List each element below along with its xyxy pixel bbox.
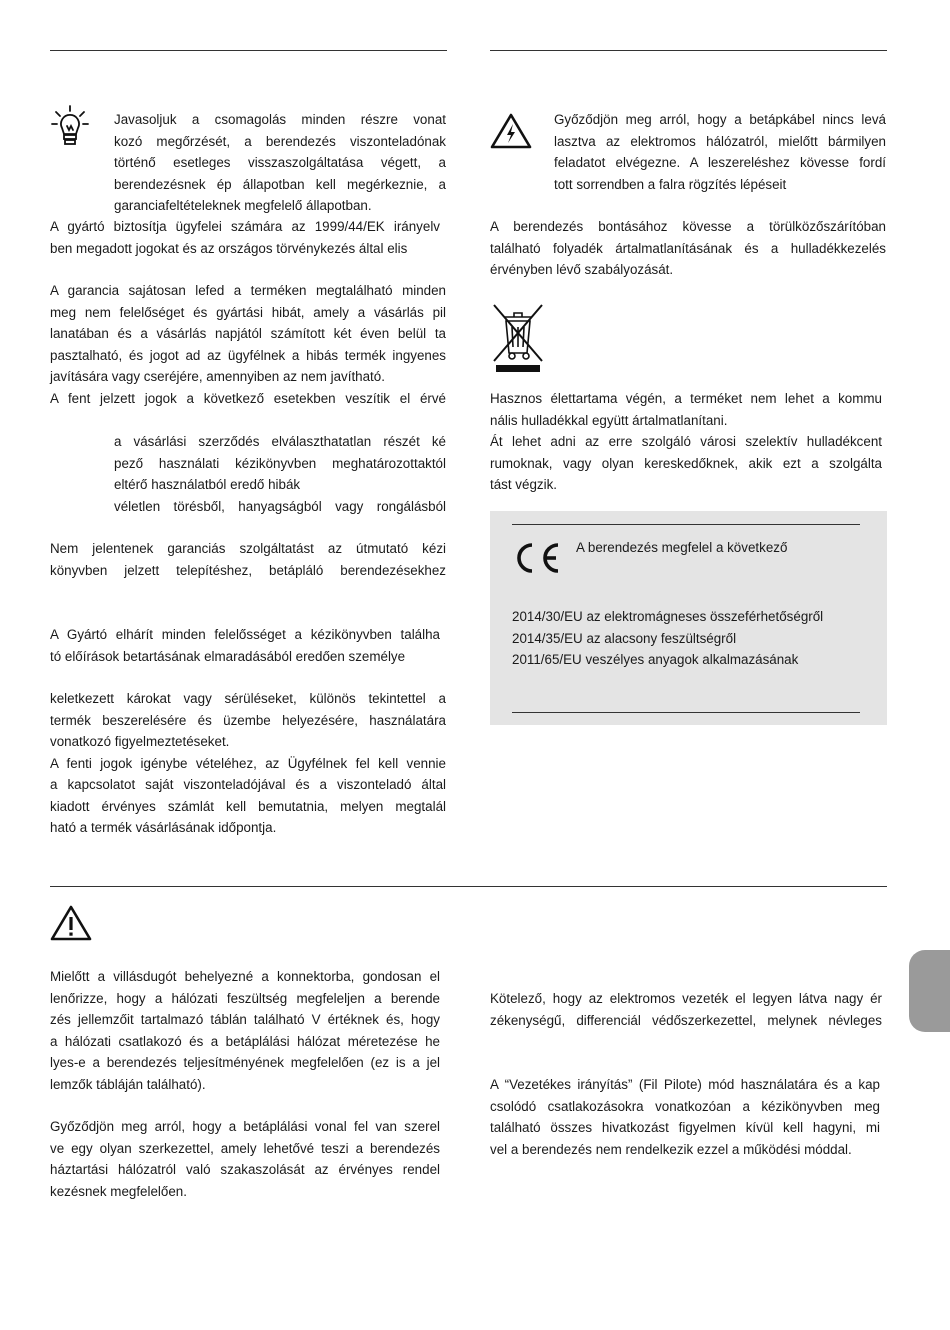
installation-paragraph: Nem jelentenek garanciás szolgáltatást az útmutató kézi könyvben jelzett telepítéshez, betápláló berendezésekhez (50, 541, 446, 578)
claims-paragraph: keletkezett károkat vagy sérüléseket, különös tekintettel a termék beszerelésére és üzembe helyezésére, használatára vonatkozó figyelmeztetéseket. A fenti jogok igénybe vételéhez, az Ügyfélnek fel kell vennie a kapcsolatot saját viszonteladójával és a viszonteladó által kiadott érvényes számlát kell bemutatnia, melyen megtalál ható a termék vásárlásának időpontja. (50, 691, 446, 835)
electric-hazard-icon (490, 113, 532, 152)
ce-box-bottom-rule (512, 712, 860, 713)
lightbulb-icon (50, 104, 90, 153)
section-divider (50, 886, 887, 887)
top-left-rule (50, 50, 447, 51)
page-edge-tab (909, 950, 950, 1032)
voltage-check-paragraph: Mielőtt a villásdugót behelyezné a konnektorba, gondosan el lenőrizze, hogy a hálózati feszültség megfeleljen a berende zés jellemzőit tartalmazó táblán található V értéknek és, hogy a hálózati csatlakozó és a betáplálási hálózat méretezése he lyes-e a berendezés teljesítményének megfelelően (ez is a jel lemzők tábláján található). (50, 969, 440, 1092)
liability-paragraph: A Gyártó elhárít minden felelősséget a kézikönyvben találha tó előírások betartásának elmaradásából eredően személye (50, 627, 440, 664)
directive-paragraph: A gyártó biztosítja ügyfelei számára az 1999/44/EK irányelv ben megadott jogokat és az országos törvénykezés által elis (50, 219, 440, 256)
guarantee-paragraph: A garancia sajátosan lefed a terméken megtalálható minden meg nem felelőséget és gyártási hibát, amely a vásárlás pil lanatában és a vásárlás napjától számított két éven belül ta pasztalható, és jogot ad az ügyfélnek a hibás termék ingyenes javítására vagy cseréjére, amennyiben az nem javítható. A fent jelzett jogok a következő esetekben veszítik el érvé (50, 283, 446, 406)
dismantling-paragraph: A berendezés bontásához kövesse a törülközőszárítóban található folyadék ártalmatlanításának és a hulladékkezelés érvényben lévő szabályozását. (490, 219, 886, 277)
ce-box-top-rule (512, 524, 860, 525)
tip-paragraph: Javasoljuk a csomagolás minden részre vonat kozó megőrzését, a berendezés viszonteladónak történő esetleges visszaszolgáltatása végett, a berendezésnek ép állapotban kell megérkeznie, a garanciafeltételeknek megfelelő állapotban. (114, 112, 446, 213)
fil-pilote-paragraph: A “Vezetékes irányítás” (Fil Pilote) mód használatára és a kap csolódó csatlakozásokra vonatkozóan a kézikönyvben meg található összes hivatkozást figyelmen kívül kell hagyni, mi vel a berendezés nem rendelkezik ezzel a működési móddal. (490, 1077, 880, 1157)
ce-directive-list: 2014/30/EU az elektromágneses összeférhetőségről 2014/35/EU az alacsony feszültségről 2011/65/EU veszélyes anyagok alkalmazásának (512, 609, 824, 667)
disposal-paragraph: Hasznos élettartama végén, a terméket nem lehet a kommu nális hulladékkal együtt ártalmatlanítani. Át lehet adni az erre szolgáló városi szelektív hulladékcent rumoknak, vagy olyan kereskedőknek, akik ezt a szolgálta tást végzik. (490, 391, 882, 492)
electric-warning-paragraph: Győződjön meg arról, hogy a betápkábel nincs levá lasztva az elektromos hálózatról, mielőtt bármilyen feladatot elvégezne. A leszereléshez kövesse fordí tott sorrendben a falra rögzítés lépéseit (554, 112, 886, 192)
warning-triangle-icon (50, 904, 92, 945)
supply-line-paragraph: Győződjön meg arról, hogy a betáplálási vonal fel van szerel ve egy olyan szerkezettel, amely lehetővé teszi a berendezés háztartási hálózatról való szakaszolását az érvényes rendel kezésnek megfelelően. (50, 1119, 440, 1199)
exclusions-list: a vásárlási szerződés elválaszthatatlan részét ké pező használati kézikönyvben meghatározottaktól eltérő használatból eredő hibák véletlen törésből, hanyagságból vagy rongálásból (114, 434, 446, 514)
differential-protection-paragraph: Kötelező, hogy az elektromos vezeték el legyen látva nagy ér zékenységű, differenciál védőszerkezettel, melynek névleges (490, 991, 882, 1028)
top-right-rule (490, 50, 887, 51)
crossed-bin-icon (490, 301, 546, 376)
ce-mark-icon (512, 541, 562, 578)
ce-intro: A berendezés megfelel a következő (576, 540, 788, 555)
